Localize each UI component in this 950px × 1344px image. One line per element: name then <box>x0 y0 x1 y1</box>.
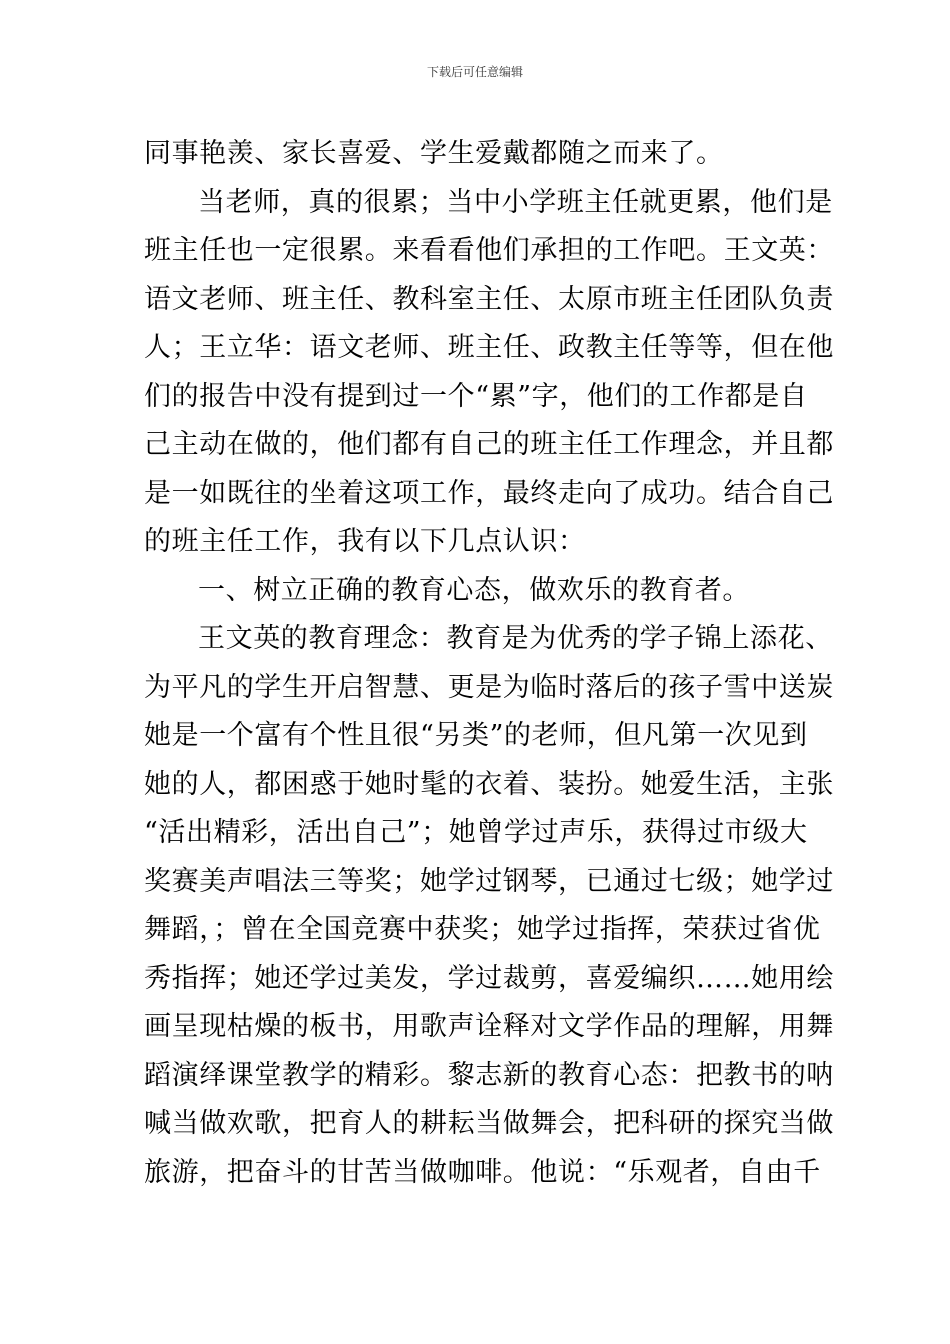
section-heading: 一、树立正确的教育心态，做欢乐的教育者。 <box>198 574 750 606</box>
text-line: 人；王立华：语文老师、班主任、政教主任等等，但在他 <box>144 332 834 363</box>
page-header-note: 下载后可任意编辑 <box>426 65 523 79</box>
text-line: 秀指挥；她还学过美发，学过裁剪，喜爱编织……她用绘 <box>144 962 834 994</box>
document-body <box>144 130 834 1197</box>
text-line: 为平凡的学生开启智慧、更是为临时落后的孩子雪中送炭 <box>144 671 834 703</box>
text-line: 她的人，都困惑于她时髦的衣着、装扮。她爱生活，主张 <box>144 768 834 800</box>
text-line: “活出精彩，活出自己”；她曾学过声乐，获得过市级大 <box>144 817 808 848</box>
text-line: 班主任也一定很累。来看看他们承担的工作吧。王文英： <box>144 235 834 266</box>
text-line: 的班主任工作，我有以下几点认识： <box>144 526 586 557</box>
text-line: 蹈演绎课堂教学的精彩。黎志新的教育心态：把教书的呐 <box>144 1059 834 1091</box>
text-line: 语文老师、班主任、教科室主任、太原市班主任团队负责 <box>144 283 834 315</box>
text-line: 们的报告中没有提到过一个“累”字，他们的工作都是自 <box>144 380 808 412</box>
text-line: 是一如既往的坐着这项工作，最终走向了成功。结合自己 <box>144 477 834 509</box>
text-line: 同事艳羡、家长喜爱、学生爱戴都随之而来了。 <box>144 138 724 169</box>
text-line: 喊当做欢歌，把育人的耕耘当做舞会，把科研的探究当做 <box>144 1108 834 1139</box>
text-line: 旅游，把奋斗的甘苦当做咖啡。他说：“乐观者，自由千 <box>144 1156 821 1188</box>
text-line: 画呈现枯燥的板书，用歌声诠释对文学作品的理解，用舞 <box>144 1011 834 1042</box>
text-line: 己主动在做的，他们都有自己的班主任工作理念，并且都 <box>144 429 834 460</box>
paragraph-start-line: 当老师，真的很累；当中小学班主任就更累，他们是 <box>198 186 833 218</box>
text-line: 奖赛美声唱法三等奖；她学过钢琴，已通过七级；她学过 <box>144 865 834 897</box>
paragraph-start-line: 王文英的教育理念：教育是为优秀的学子锦上添花、 <box>198 623 833 654</box>
text-line: 舞蹈，；曾在全国竞赛中获奖；她学过指挥，荣获过省优 <box>144 914 821 945</box>
text-line: 她是一个富有个性且很“另类”的老师，但凡第一次见到 <box>144 720 808 751</box>
